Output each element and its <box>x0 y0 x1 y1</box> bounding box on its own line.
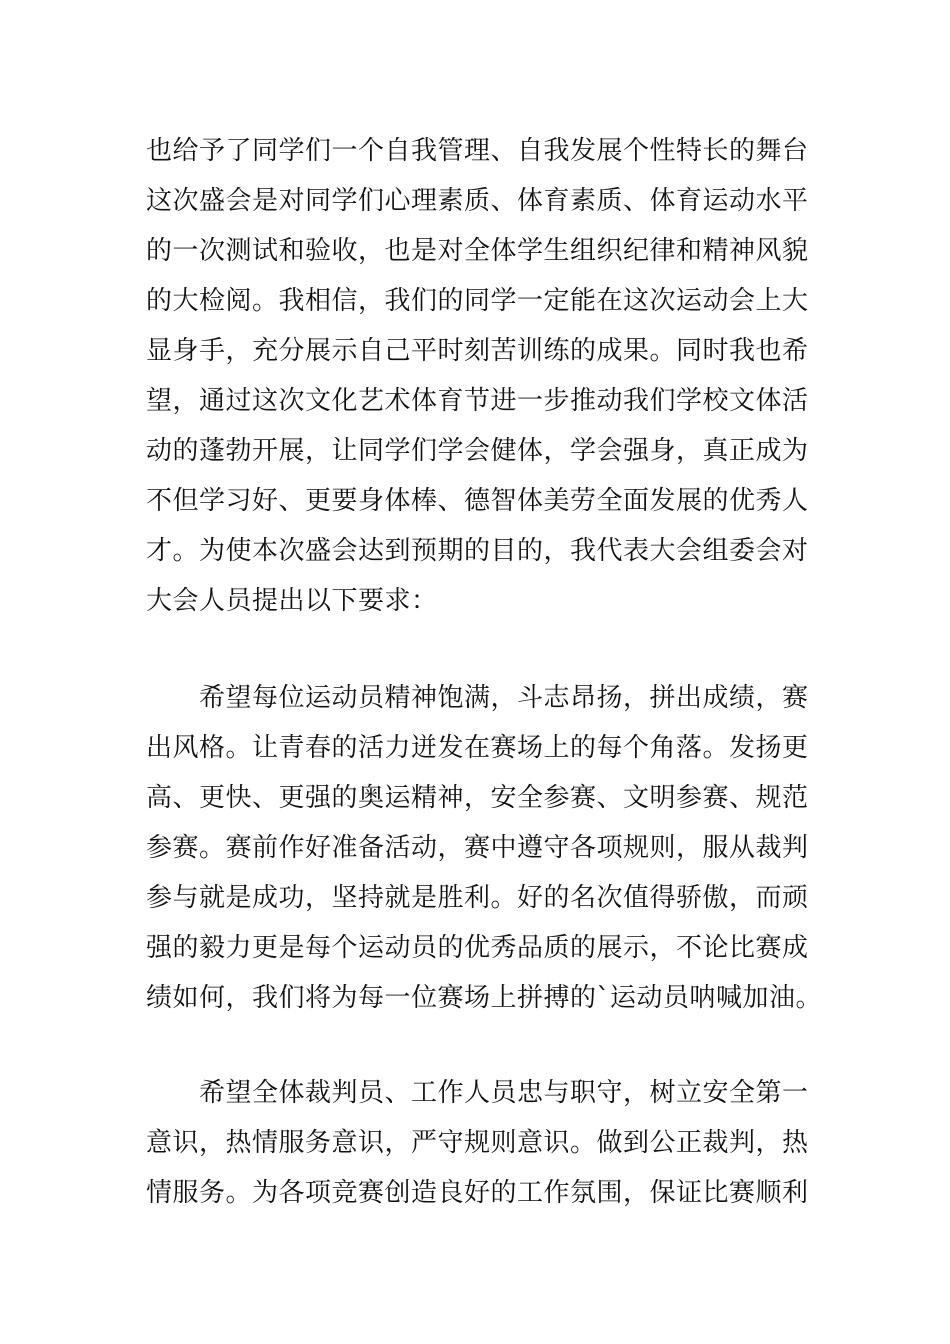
text-line: 高、更快、更强的奥运精神，安全参赛、文明参赛、规范 <box>146 783 809 813</box>
text-line: 出风格。让青春的活力迸发在赛场上的每个角落。发扬更 <box>146 733 809 763</box>
text-line: 参与就是成功，坚持就是胜利。好的名次值得骄傲，而顽 <box>146 883 809 913</box>
text-line: 显身手，充分展示自己平时刻苦训练的成果。同时我也希 <box>146 336 809 366</box>
text-line: 望，通过这次文化艺术体育节进一步推动我们学校文体活 <box>146 386 809 416</box>
text-line: 的一次测试和验收，也是对全体学生组织纪律和精神风貌 <box>146 236 809 266</box>
paragraph-2 <box>146 673 826 1023</box>
text-line: 这次盛会是对同学们心理素质、体育素质、体育运动水平 <box>146 186 809 216</box>
text-line: 希望全体裁判员、工作人员忠与职守，树立安全第一 <box>146 1078 809 1108</box>
text-line: 情服务。为各项竞赛创造良好的工作氛围，保证比赛顺利 <box>146 1178 809 1208</box>
text-line: 强的毅力更是每个运动员的优秀品质的展示，不论比赛成 <box>146 933 809 963</box>
text-line: 也给予了同学们一个自我管理、自我发展个性特长的舞台 <box>146 136 809 166</box>
text-line: 希望每位运动员精神饱满，斗志昂扬，拼出成绩，赛 <box>146 683 809 713</box>
text-line: 参赛。赛前作好准备活动，赛中遵守各项规则，服从裁判 <box>146 833 809 863</box>
text-line: 动的蓬勃开展，让同学们学会健体，学会强身，真正成为 <box>146 436 809 466</box>
text-line: 不但学习好、更要身体棒、德智体美劳全面发展的优秀人 <box>146 486 809 516</box>
text-line: 大会人员提出以下要求： <box>146 586 438 616</box>
text-line: 意识，热情服务意识，严守规则意识。做到公正裁判，热 <box>146 1128 809 1158</box>
text-line: 的大检阅。我相信，我们的同学一定能在这次运动会上大 <box>146 286 809 316</box>
paragraph-1 <box>146 126 826 626</box>
text-line: 绩如何，我们将为每一位赛场上拼搏的`运动员呐喊加油。 <box>146 983 823 1013</box>
text-line: 才。为使本次盛会达到预期的目的，我代表大会组委会对 <box>146 536 809 566</box>
paragraph-3 <box>146 1068 826 1218</box>
